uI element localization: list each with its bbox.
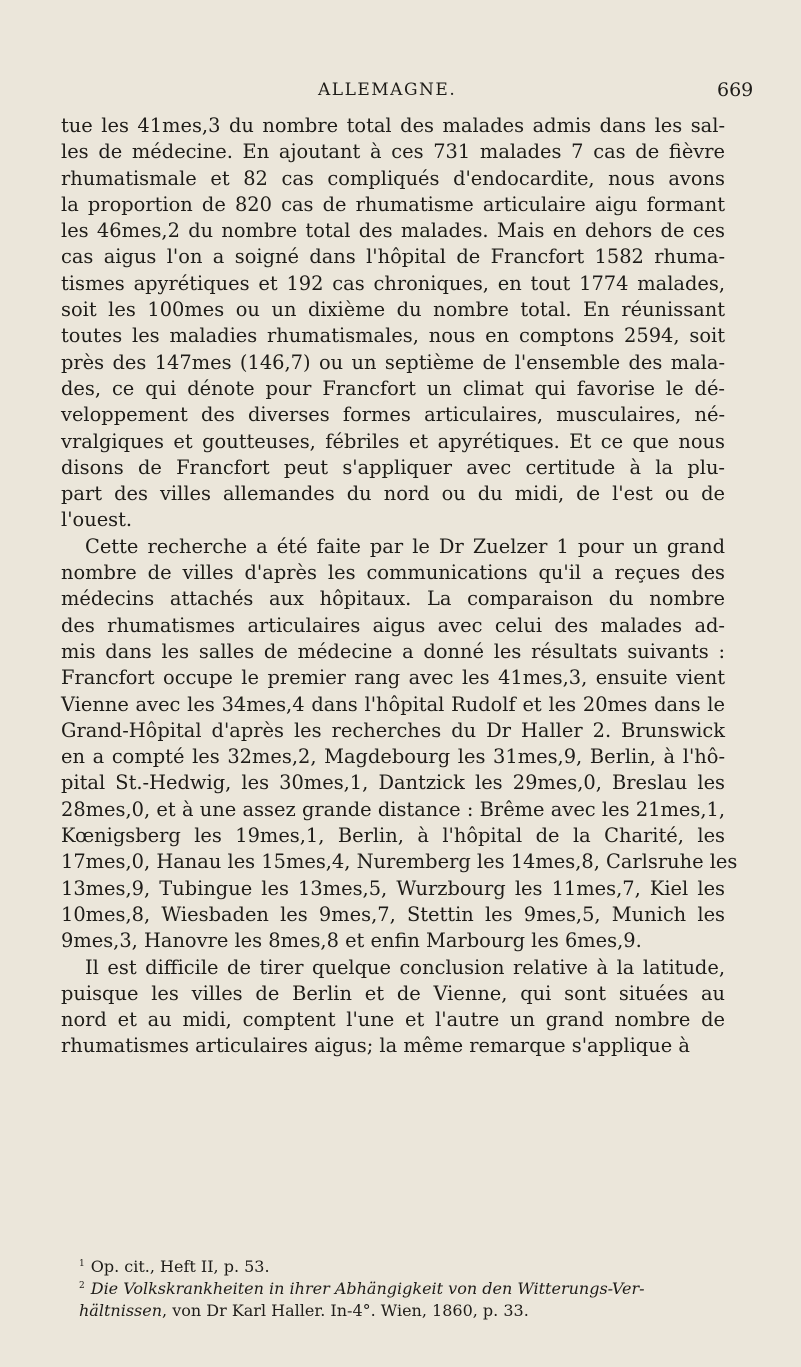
text-line: Francfort occupe le premier rang avec les 41mes,3, ensuite vient <box>61 666 725 690</box>
text-line: Grand-Hôpital d'après les recherches du Dr Haller 2. Brunswick <box>61 718 725 742</box>
footnote-mark: 1 <box>79 1259 85 1269</box>
text-line: rhumatismes articulaires aigus; la même remarque s'applique à <box>61 1034 690 1058</box>
text-line: près des 147mes (146,7) ou un septième de l'ensemble des mala- <box>61 350 725 374</box>
paragraph <box>61 534 738 955</box>
text-line: les 46mes,2 du nombre total des malades. Mais en dehors de ces <box>61 219 725 243</box>
footnotes <box>79 1256 719 1322</box>
text-line: Il est difficile de tirer quelque conclusion relative à la latitude, <box>85 955 725 979</box>
text-line: Kœnigsberg les 19mes,1, Berlin, à l'hôpital de la Charité, les <box>61 824 725 848</box>
text-line: des rhumatismes articulaires aigus avec celui des malades ad- <box>61 613 725 637</box>
text-line: veloppement des diverses formes articulaires, musculaires, né- <box>61 403 725 427</box>
paragraph <box>61 955 725 1060</box>
text-line: soit les 100mes ou un dixième du nombre total. En réunissant <box>61 298 725 322</box>
text-line: cas aigus l'on a soigné dans l'hôpital de Francfort 1582 rhuma- <box>61 245 725 269</box>
text-line: l'ouest. <box>61 508 133 532</box>
text-line: Cette recherche a été faite par le Dr Zuelzer 1 pour un grand <box>85 534 725 558</box>
footnote <box>79 1256 719 1278</box>
text-line: disons de Francfort peut s'appliquer avec certitude à la plu- <box>61 455 725 479</box>
footnote-text: , von Dr Karl Haller. In-4°. Wien, 1860, p. 33. <box>162 1301 529 1320</box>
footnote-mark: 2 <box>79 1281 85 1291</box>
text-line: nombre de villes d'après les communications qu'il a reçues des <box>61 561 725 585</box>
text-line: des, ce qui dénote pour Francfort un climat qui favorise le dé- <box>61 376 725 400</box>
text-line: en a compté les 32mes,2, Magdebourg les 31mes,9, Berlin, à l'hô- <box>61 745 725 769</box>
text-line: tismes apyrétiques et 192 cas chroniques, en tout 1774 malades, <box>61 271 725 295</box>
text-line: mis dans les salles de médecine a donné les résultats suivants : <box>61 639 725 663</box>
footnote-book-title: Die Volkskrankheiten in ihrer Abhängigkeit von den Witterungs-Ver- <box>90 1279 645 1298</box>
footnote-text: Op. cit., Heft II, p. 53. <box>90 1257 270 1276</box>
text-line: pital St.-Hedwig, les 30mes,1, Dantzick les 29mes,0, Breslau les <box>61 771 725 795</box>
text-line: part des villes allemandes du nord ou du midi, de l'est ou de <box>61 482 725 506</box>
text-line: nord et au midi, comptent l'une et l'autre un grand nombre de <box>61 1008 725 1032</box>
text-line: les de médecine. En ajoutant à ces 731 malades 7 cas de fièvre <box>61 140 725 164</box>
text-line: Vienne avec les 34mes,4 dans l'hôpital Rudolf et les 20mes dans le <box>61 692 725 716</box>
page-number: 669 <box>717 79 754 101</box>
text-line: 10mes,8, Wiesbaden les 9mes,7, Stettin les 9mes,5, Munich les <box>61 902 725 926</box>
text-line: tue les 41mes,3 du nombre total des malades admis dans les sal- <box>61 114 725 137</box>
text-line: rhumatismale et 82 cas compliqués d'endocardite, nous avons <box>61 166 725 190</box>
text-line: la proportion de 820 cas de rhumatisme articulaire aigu formant <box>61 192 725 216</box>
footnote-book-title: hältnissen <box>79 1301 163 1320</box>
text-line: puisque les villes de Berlin et de Vienne, qui sont situées au <box>61 981 725 1005</box>
text-line: 13mes,9, Tubingue les 13mes,5, Wurzbourg les 11mes,7, Kiel les <box>61 876 725 900</box>
page-header <box>0 80 801 104</box>
paragraph <box>61 113 725 534</box>
text-line: 28mes,0, et à une assez grande distance : Brême avec les 21mes,1, <box>61 797 725 821</box>
footnote <box>79 1278 719 1300</box>
text-line: vralgiques et goutteuses, fébriles et apyrétiques. Et ce que nous <box>61 429 725 453</box>
text-line: 9mes,3, Hanovre les 8mes,8 et enfin Marbourg les 6mes,9. <box>61 929 642 953</box>
text-line: 17mes,0, Hanau les 15mes,4, Nuremberg les 14mes,8, Carlsruhe les <box>61 850 738 874</box>
text-line: médecins attachés aux hôpitaux. La comparaison du nombre <box>61 587 725 611</box>
running-head: ALLEMAGNE. <box>318 80 457 100</box>
text-line: toutes les maladies rhumatismales, nous en comptons 2594, soit <box>61 324 725 348</box>
footnote-continuation <box>79 1300 719 1322</box>
body-text <box>61 113 738 1060</box>
